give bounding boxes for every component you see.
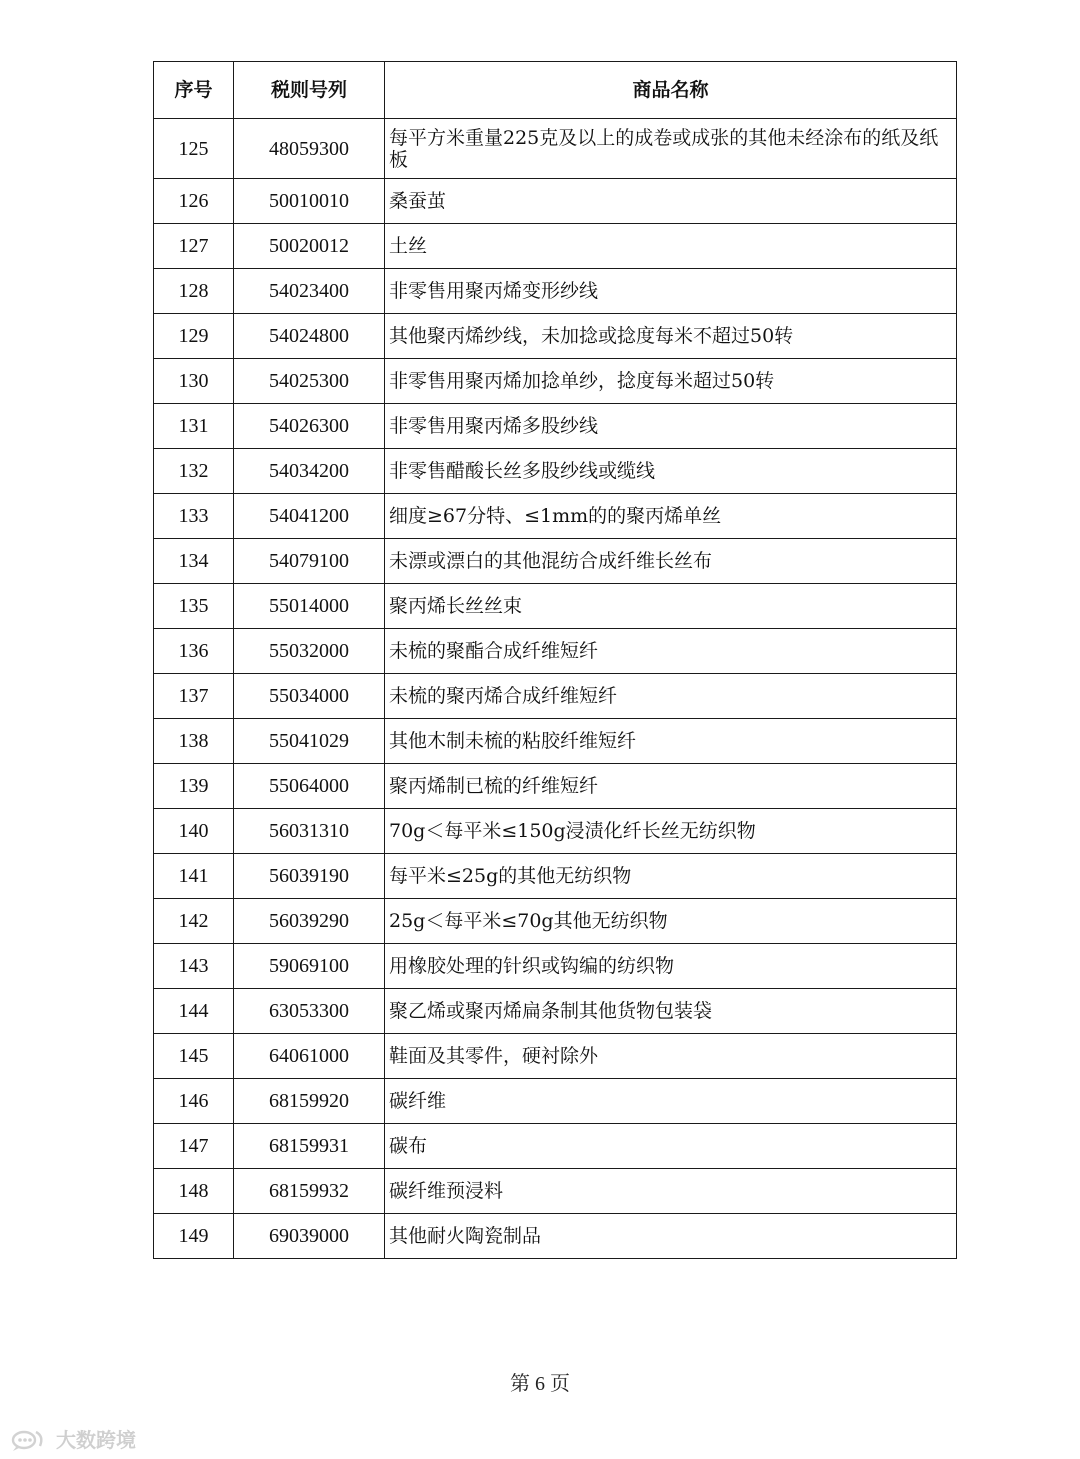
cell-code: 55041029 [234, 719, 385, 764]
table-row [154, 584, 957, 629]
cell-code: 54025300 [234, 359, 385, 404]
cell-seq: 145 [154, 1034, 234, 1079]
table-row [154, 224, 957, 269]
cell-code: 54041200 [234, 494, 385, 539]
table-row [154, 179, 957, 224]
cell-seq: 131 [154, 404, 234, 449]
cell-seq: 149 [154, 1214, 234, 1259]
cell-name: 非零售用聚丙烯变形纱线 [385, 269, 957, 314]
cell-code: 54023400 [234, 269, 385, 314]
table-row [154, 944, 957, 989]
page-number: 第 6 页 [510, 1373, 570, 1395]
table-row [154, 119, 957, 179]
cell-seq: 143 [154, 944, 234, 989]
cell-seq: 144 [154, 989, 234, 1034]
cell-name: 非零售用聚丙烯加捻单纱，捻度每米超过50转 [385, 359, 957, 404]
cell-code: 56039290 [234, 899, 385, 944]
table-row [154, 449, 957, 494]
cell-code: 54026300 [234, 404, 385, 449]
table-row [154, 1214, 957, 1259]
header-name: 商品名称 [385, 62, 957, 119]
cell-name: 未漂或漂白的其他混纺合成纤维长丝布 [385, 539, 957, 584]
cell-seq: 147 [154, 1124, 234, 1169]
cell-code: 68159920 [234, 1079, 385, 1124]
watermark [10, 1424, 136, 1453]
table-row [154, 1169, 957, 1214]
cell-name: 用橡胶处理的针织或钩编的纺织物 [385, 944, 957, 989]
cell-seq: 134 [154, 539, 234, 584]
cell-seq: 128 [154, 269, 234, 314]
cell-code: 63053300 [234, 989, 385, 1034]
table-row [154, 1034, 957, 1079]
cell-code: 54034200 [234, 449, 385, 494]
cell-code: 50020012 [234, 224, 385, 269]
cell-code: 54079100 [234, 539, 385, 584]
cell-name: 25g＜每平米≤70g其他无纺织物 [385, 899, 957, 944]
cell-seq: 136 [154, 629, 234, 674]
cell-name: 碳纤维预浸料 [385, 1169, 957, 1214]
cell-seq: 133 [154, 494, 234, 539]
cell-name: 每平米≤25g的其他无纺织物 [385, 854, 957, 899]
cell-name: 70g＜每平米≤150g浸渍化纤长丝无纺织物 [385, 809, 957, 854]
cell-seq: 126 [154, 179, 234, 224]
cell-code: 50010010 [234, 179, 385, 224]
cell-code: 68159931 [234, 1124, 385, 1169]
cell-name: 未梳的聚酯合成纤维短纤 [385, 629, 957, 674]
watermark-text: 大数跨境 [56, 1428, 136, 1452]
cell-name: 聚丙烯长丝丝束 [385, 584, 957, 629]
cell-code: 55034000 [234, 674, 385, 719]
brand-logo-icon [10, 1426, 50, 1452]
header-seq: 序号 [154, 62, 234, 119]
cell-seq: 137 [154, 674, 234, 719]
cell-seq: 148 [154, 1169, 234, 1214]
cell-name: 碳布 [385, 1124, 957, 1169]
cell-code: 59069100 [234, 944, 385, 989]
cell-seq: 135 [154, 584, 234, 629]
table-row [154, 404, 957, 449]
cell-code: 56039190 [234, 854, 385, 899]
cell-name: 其他聚丙烯纱线，未加捻或捻度每米不超过50转 [385, 314, 957, 359]
cell-code: 54024800 [234, 314, 385, 359]
cell-code: 69039000 [234, 1214, 385, 1259]
cell-seq: 129 [154, 314, 234, 359]
cell-seq: 142 [154, 899, 234, 944]
tariff-table [153, 61, 957, 1259]
table-row [154, 674, 957, 719]
cell-seq: 125 [154, 119, 234, 179]
table-row [154, 359, 957, 404]
cell-name: 未梳的聚丙烯合成纤维短纤 [385, 674, 957, 719]
cell-seq: 146 [154, 1079, 234, 1124]
table-row [154, 899, 957, 944]
cell-seq: 140 [154, 809, 234, 854]
cell-code: 56031310 [234, 809, 385, 854]
table-row [154, 989, 957, 1034]
cell-name: 每平方米重量225克及以上的成卷或成张的其他未经涂布的纸及纸板 [385, 119, 957, 179]
cell-code: 55014000 [234, 584, 385, 629]
table-row [154, 629, 957, 674]
cell-name: 聚乙烯或聚丙烯扁条制其他货物包装袋 [385, 989, 957, 1034]
cell-name: 桑蚕茧 [385, 179, 957, 224]
cell-code: 55064000 [234, 764, 385, 809]
table-body [154, 119, 957, 1259]
cell-seq: 132 [154, 449, 234, 494]
table-row [154, 314, 957, 359]
cell-name: 非零售醋酸长丝多股纱线或缆线 [385, 449, 957, 494]
cell-code: 64061000 [234, 1034, 385, 1079]
cell-name: 其他木制未梳的粘胶纤维短纤 [385, 719, 957, 764]
table-row [154, 269, 957, 314]
cell-name: 非零售用聚丙烯多股纱线 [385, 404, 957, 449]
table-row [154, 1124, 957, 1169]
table-header-row [154, 62, 957, 119]
cell-name: 土丝 [385, 224, 957, 269]
cell-code: 48059300 [234, 119, 385, 179]
table-row [154, 809, 957, 854]
header-code: 税则号列 [234, 62, 385, 119]
cell-name: 其他耐火陶瓷制品 [385, 1214, 957, 1259]
cell-seq: 127 [154, 224, 234, 269]
table-row [154, 539, 957, 584]
table-row [154, 494, 957, 539]
cell-seq: 130 [154, 359, 234, 404]
table-row [154, 764, 957, 809]
cell-name: 细度≥67分特、≤1mm的的聚丙烯单丝 [385, 494, 957, 539]
cell-seq: 138 [154, 719, 234, 764]
cell-seq: 141 [154, 854, 234, 899]
cell-name: 碳纤维 [385, 1079, 957, 1124]
cell-code: 68159932 [234, 1169, 385, 1214]
table-row [154, 719, 957, 764]
cell-name: 聚丙烯制已梳的纤维短纤 [385, 764, 957, 809]
cell-code: 55032000 [234, 629, 385, 674]
table-row [154, 1079, 957, 1124]
table-row [154, 854, 957, 899]
cell-name: 鞋面及其零件，硬衬除外 [385, 1034, 957, 1079]
cell-seq: 139 [154, 764, 234, 809]
